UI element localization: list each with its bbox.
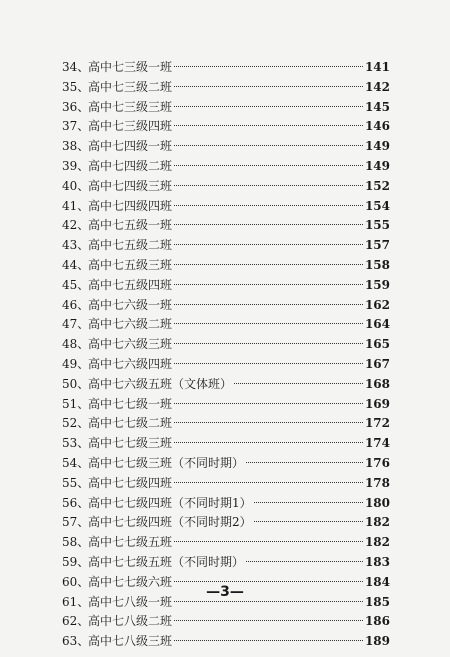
toc-entry-page: 168 bbox=[364, 376, 390, 391]
toc-entry bbox=[62, 395, 390, 415]
toc-entry-title: 高中七六级四班 bbox=[88, 356, 173, 371]
toc-entry-title: 高中七七级四班（不同时期2） bbox=[88, 515, 252, 530]
dot-leader bbox=[174, 264, 363, 265]
toc-entry bbox=[62, 454, 390, 474]
toc-entry bbox=[62, 335, 390, 355]
toc-entry-page: 159 bbox=[364, 277, 390, 292]
toc-entry-title: 高中七五级二班 bbox=[88, 238, 173, 253]
dot-leader bbox=[174, 66, 363, 67]
toc-entry-page: 165 bbox=[364, 337, 390, 352]
dot-leader bbox=[254, 502, 363, 503]
toc-entry-title: 高中七七级三班 bbox=[88, 436, 173, 451]
toc-entry bbox=[62, 177, 390, 197]
dot-leader bbox=[174, 323, 363, 324]
toc-entry-number: 46、 bbox=[62, 297, 90, 312]
dot-leader bbox=[174, 541, 363, 542]
toc-entry bbox=[62, 612, 390, 632]
toc-entry-title: 高中七四级一班 bbox=[88, 139, 173, 154]
toc-entry-page: 178 bbox=[364, 475, 390, 490]
toc-entry-title: 高中七七级五班（不同时期） bbox=[88, 554, 245, 569]
toc-entry bbox=[62, 315, 390, 335]
dot-leader bbox=[174, 224, 363, 225]
toc-entry-title: 高中七六级三班 bbox=[88, 337, 173, 352]
toc-entry-page: 185 bbox=[364, 594, 390, 609]
toc-entry bbox=[62, 296, 390, 316]
toc-entry-number: 61、 bbox=[62, 594, 90, 609]
dot-leader bbox=[246, 561, 363, 562]
toc-entry-title: 高中七七级一班 bbox=[88, 396, 173, 411]
toc-entry-page: 141 bbox=[364, 60, 390, 74]
dot-leader bbox=[174, 363, 363, 364]
toc-entry-page: 174 bbox=[364, 436, 390, 451]
toc-entry-page: 157 bbox=[364, 238, 390, 253]
toc-entry-title: 高中七八级一班 bbox=[88, 594, 173, 609]
dot-leader bbox=[174, 304, 363, 305]
dot-leader bbox=[174, 422, 363, 423]
dot-leader bbox=[174, 601, 363, 602]
dot-leader bbox=[174, 125, 363, 126]
dot-leader bbox=[254, 521, 363, 522]
toc-entry bbox=[62, 236, 390, 256]
toc-entry-number: 57、 bbox=[62, 515, 90, 530]
toc-entry-number: 48、 bbox=[62, 337, 90, 352]
toc-entry-number: 53、 bbox=[62, 436, 90, 451]
dot-leader bbox=[174, 86, 363, 87]
toc-entry-page: 149 bbox=[364, 158, 390, 173]
toc-entry-number: 56、 bbox=[62, 495, 90, 510]
dot-leader bbox=[174, 244, 363, 245]
toc-entry-number: 54、 bbox=[62, 455, 90, 470]
toc-entry-number: 51、 bbox=[62, 396, 90, 411]
dot-leader bbox=[174, 640, 363, 641]
toc-entry-number: 43、 bbox=[62, 238, 90, 253]
toc-entry-number: 59、 bbox=[62, 554, 90, 569]
toc-entry-title: 高中七三级一班 bbox=[88, 60, 173, 74]
dot-leader bbox=[174, 442, 363, 443]
toc-entry-title: 高中七七级四班 bbox=[88, 475, 173, 490]
toc-entry-title: 高中七三级三班 bbox=[88, 99, 173, 114]
toc-entry-number: 60、 bbox=[62, 574, 90, 589]
toc-entry-page: 155 bbox=[364, 218, 390, 233]
toc-entry-number: 47、 bbox=[62, 317, 90, 332]
toc-entry-page: 152 bbox=[364, 178, 390, 193]
toc-entry-number: 42、 bbox=[62, 218, 90, 233]
toc-entry-number: 37、 bbox=[62, 119, 90, 134]
toc-entry-number: 55、 bbox=[62, 475, 90, 490]
toc-entry-number: 63、 bbox=[62, 634, 90, 649]
toc-entry bbox=[62, 533, 390, 553]
toc-entry bbox=[62, 137, 390, 157]
toc-entry bbox=[62, 513, 390, 533]
dot-leader bbox=[174, 205, 363, 206]
toc-entry-title: 高中七八级二班 bbox=[88, 614, 173, 629]
toc-entry-number: 44、 bbox=[62, 257, 90, 272]
toc-entry bbox=[62, 434, 390, 454]
toc-entry-page: 176 bbox=[364, 455, 390, 470]
toc-entry-title: 高中七三级二班 bbox=[88, 79, 173, 94]
toc-entry-number: 38、 bbox=[62, 139, 90, 154]
toc-entry-page: 182 bbox=[364, 515, 390, 530]
toc-entry-page: 183 bbox=[364, 554, 390, 569]
toc-entry-title: 高中七四级二班 bbox=[88, 158, 173, 173]
toc-entry-page: 182 bbox=[364, 535, 390, 550]
toc-entry-title: 高中七七级三班（不同时期） bbox=[88, 455, 245, 470]
toc-entry-title: 高中七七级二班 bbox=[88, 416, 173, 431]
dot-leader bbox=[174, 165, 363, 166]
toc-entry-number: 36、 bbox=[62, 99, 90, 114]
toc-entry bbox=[62, 197, 390, 217]
toc-entry-title: 高中七五级三班 bbox=[88, 257, 173, 272]
toc-entry-page: 149 bbox=[364, 139, 390, 154]
toc-entry-title: 高中七七级四班（不同时期1） bbox=[88, 495, 252, 510]
toc-entry-page: 189 bbox=[364, 634, 390, 649]
toc-entry-number: 40、 bbox=[62, 178, 90, 193]
toc-entry-number: 34、 bbox=[62, 60, 90, 74]
toc-entry bbox=[62, 494, 390, 514]
toc-entry bbox=[62, 474, 390, 494]
toc-entry-number: 58、 bbox=[62, 535, 90, 550]
toc-entry-title: 高中七七级五班 bbox=[88, 535, 173, 550]
toc-entry-title: 高中七七级六班 bbox=[88, 574, 173, 589]
toc-entry-page: 162 bbox=[364, 297, 390, 312]
dot-leader bbox=[234, 383, 363, 384]
dot-leader bbox=[174, 482, 363, 483]
toc-entry-title: 高中七六级二班 bbox=[88, 317, 173, 332]
toc-entry-page: 186 bbox=[364, 614, 390, 629]
toc-entry-page: 180 bbox=[364, 495, 390, 510]
toc-entry bbox=[62, 375, 390, 395]
toc-entry-page: 184 bbox=[364, 574, 390, 589]
dot-leader bbox=[174, 620, 363, 621]
toc-entry bbox=[62, 276, 390, 296]
page-number: —3— bbox=[206, 584, 244, 600]
toc-entry-title: 高中七三级四班 bbox=[88, 119, 173, 134]
toc-entry-title: 高中七六级一班 bbox=[88, 297, 173, 312]
toc-entry bbox=[62, 355, 390, 375]
toc-entry-number: 39、 bbox=[62, 158, 90, 173]
toc-entry-page: 142 bbox=[364, 79, 390, 94]
toc-entry bbox=[62, 117, 390, 137]
toc-entry-page: 172 bbox=[364, 416, 390, 431]
toc-entry-page: 169 bbox=[364, 396, 390, 411]
toc-entry-page: 158 bbox=[364, 257, 390, 272]
toc-entry bbox=[62, 78, 390, 98]
dot-leader bbox=[174, 185, 363, 186]
toc-entry bbox=[62, 98, 390, 118]
dot-leader bbox=[174, 106, 363, 107]
toc-entry-page: 145 bbox=[364, 99, 390, 114]
toc-entry-title: 高中七四级四班 bbox=[88, 198, 173, 213]
toc-entry-number: 45、 bbox=[62, 277, 90, 292]
toc-entry-number: 62、 bbox=[62, 614, 90, 629]
toc-entry-title: 高中七六级五班（文体班） bbox=[88, 376, 233, 391]
toc-entry bbox=[62, 157, 390, 177]
dot-leader bbox=[174, 284, 363, 285]
toc-entry bbox=[62, 632, 390, 652]
dot-leader bbox=[174, 403, 363, 404]
toc-entry-page: 154 bbox=[364, 198, 390, 213]
toc-entry bbox=[62, 414, 390, 434]
toc-entry-number: 52、 bbox=[62, 416, 90, 431]
toc-entry bbox=[62, 58, 390, 78]
toc-entry-page: 167 bbox=[364, 356, 390, 371]
toc-entry-number: 50、 bbox=[62, 376, 90, 391]
dot-leader bbox=[174, 581, 363, 582]
toc-entry-title: 高中七五级一班 bbox=[88, 218, 173, 233]
toc-entry bbox=[62, 256, 390, 276]
toc-entry-title: 高中七四级三班 bbox=[88, 178, 173, 193]
toc-entry-number: 35、 bbox=[62, 79, 90, 94]
toc-entry-number: 41、 bbox=[62, 198, 90, 213]
toc-entry-page: 146 bbox=[364, 119, 390, 134]
toc-entry-page: 164 bbox=[364, 317, 390, 332]
toc-entry-number: 49、 bbox=[62, 356, 90, 371]
toc-entry bbox=[62, 553, 390, 573]
toc-entry-title: 高中七八级三班 bbox=[88, 634, 173, 649]
table-of-contents bbox=[62, 58, 390, 652]
toc-entry-title: 高中七五级四班 bbox=[88, 277, 173, 292]
dot-leader bbox=[246, 462, 363, 463]
dot-leader bbox=[174, 145, 363, 146]
toc-entry bbox=[62, 216, 390, 236]
dot-leader bbox=[174, 343, 363, 344]
